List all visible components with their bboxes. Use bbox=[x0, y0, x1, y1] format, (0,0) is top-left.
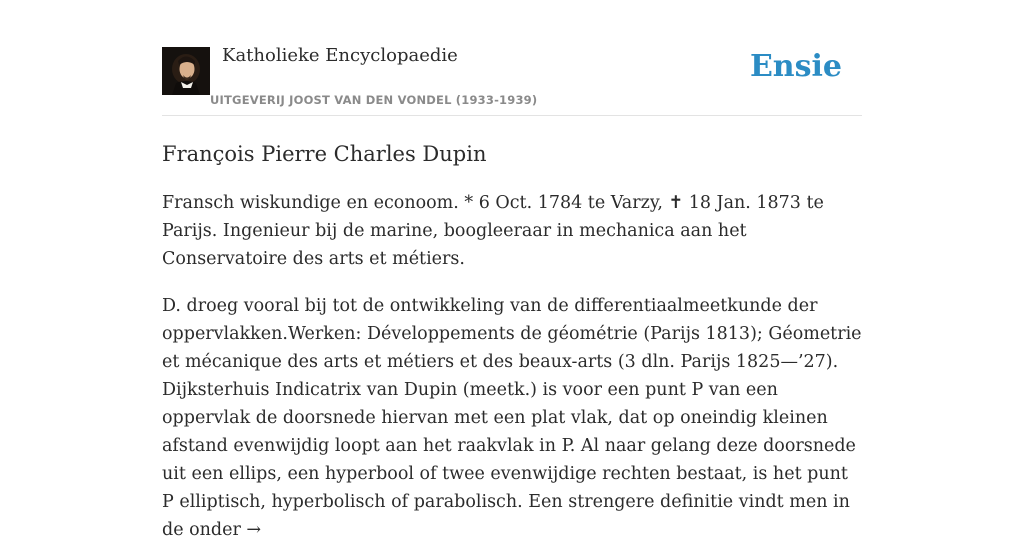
publisher-label: UITGEVERIJ JOOST VAN DEN VONDEL (1933-1939) bbox=[210, 93, 538, 107]
article bbox=[162, 138, 862, 544]
article-paragraph: D. droeg vooral bij tot de ontwikkeling van de differentiaalmeetkunde der oppervlakken.Werken: Développements de géométrie (Parijs 1813); Géometrie et mécanique des arts et métiers et des beaux-arts (3 dln. Parijs 1825—’27). Dijksterhuis Indicatrix van Dupin (meetk.) is voor een punt P van een oppervlak de doorsnede hiervan met een plat vlak, dat op oneindig kleinen afstand evenwijdig loopt aan het raakvlak in P. Al naar gelang deze doorsnede uit een ellips, een hyperbool of twee evenwijdige rechten bestaat, is het punt P elliptisch, hyperbolisch of parabolisch. Een strengere definitie vindt men in de onder → bbox=[162, 296, 862, 540]
portrait-icon bbox=[162, 47, 210, 95]
article-paragraph: Fransch wiskundige en econoom. * 6 Oct. 1784 te Varzy, ✝ 18 Jan. 1873 te Parijs. Ingenieur bij de marine, boogleeraar in mechanica aan het Conservatoire des arts et métiers. bbox=[162, 193, 824, 269]
source-title[interactable]: Katholieke Encyclopaedie bbox=[222, 45, 458, 66]
source-avatar[interactable] bbox=[162, 47, 210, 95]
article-title: François Pierre Charles Dupin bbox=[162, 142, 487, 166]
brand-logo[interactable]: Ensie bbox=[749, 49, 842, 84]
source-header bbox=[162, 40, 862, 116]
